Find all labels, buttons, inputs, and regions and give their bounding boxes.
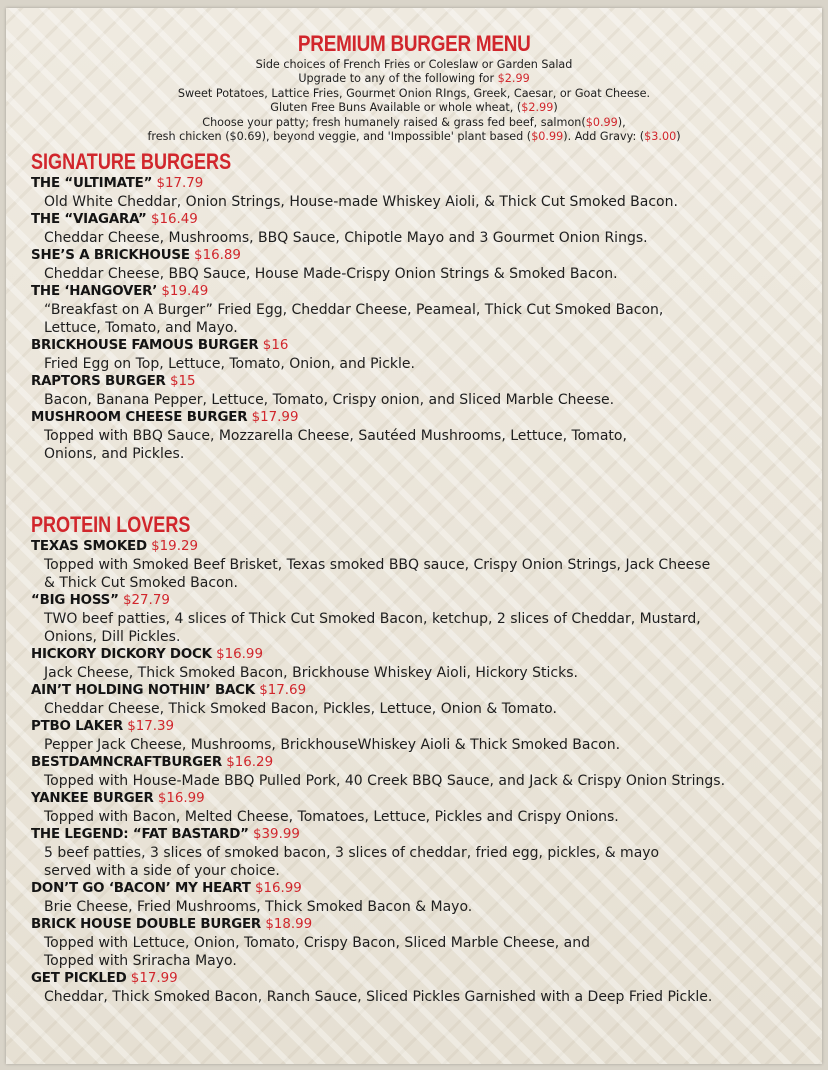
menu-item-price: $17.69 [259,683,307,698]
menu-item [31,880,811,916]
description-line: & Thick Cut Smoked Bacon. [44,575,238,591]
menu-item-description [31,700,811,718]
menu-item [31,175,811,211]
menu-item-name: BESTDAMNCRAFTBURGER [31,755,222,770]
menu-item-price: $16 [262,338,289,353]
menu-item [31,718,811,754]
menu-item-heading [31,592,811,610]
menu-item-description [31,193,811,211]
protein-lovers-list [31,538,811,1006]
description-line: served with a side of your choice. [44,863,280,879]
menu-item-name: PTBO LAKER [31,719,123,734]
menu-item-description [31,427,811,463]
menu-item-price: $17.99 [251,410,299,425]
menu-item [31,247,811,283]
description-line: TWO beef patties, 4 slices of Thick Cut Smoked Bacon, ketchup, 2 slices of Cheddar, Mustard, [44,611,701,627]
menu-item-price: $16.29 [226,755,274,770]
menu-item [31,970,811,1006]
patty-line [0,116,828,130]
gluten-free-text: Gluten Free Buns Available or whole wheat, ( [270,101,522,115]
menu-item-heading [31,880,811,898]
menu-item-name: HICKORY DICKORY DOCK [31,647,212,662]
menu-item-price: $18.99 [265,917,313,932]
patty-end: ), [617,115,626,129]
menu-item-heading [31,970,811,988]
menu-item-price: $16.99 [254,881,302,896]
menu-item-price: $19.29 [151,539,198,554]
menu-item-name: GET PICKLED [31,971,127,986]
menu-item-description [31,772,811,790]
signature-burgers-list [31,175,811,463]
menu-item-name: BRICK HOUSE DOUBLE BURGER [31,917,262,932]
patty-options-text: fresh chicken ($0.69), beyond veggie, and 'Impossible' plant based ( [147,130,532,144]
menu-item [31,592,811,646]
upgrade-line [0,72,828,86]
menu-item-description [31,355,811,373]
description-line: 5 beef patties, 3 slices of smoked bacon, 3 slices of cheddar, fried egg, pickles, & mayo [44,845,660,861]
description-line: Old White Cheddar, Onion Strings, House-made Whiskey Aioli, & Thick Cut Smoked Bacon. [44,194,678,210]
menu-item-description [31,808,811,826]
menu-item-heading [31,916,811,934]
menu-item [31,790,811,826]
menu-item [31,826,811,880]
menu-item-description [31,229,811,247]
description-line: Pepper Jack Cheese, Mushrooms, BrickhouseWhiskey Aioli & Thick Smoked Bacon. [44,737,621,753]
description-line: Topped with BBQ Sauce, Mozzarella Cheese, Sautéed Mushrooms, Lettuce, Tomato, [44,428,627,444]
gravy-text: ). Add Gravy: ( [563,130,645,144]
salmon-price: $0.99 [585,115,618,129]
menu-item [31,337,811,373]
menu-item-heading [31,211,811,229]
menu-item-name: TEXAS SMOKED [31,539,147,554]
menu-item-description [31,391,811,409]
menu-item [31,283,811,337]
description-line: Cheddar Cheese, BBQ Sauce, House Made-Crispy Onion Strings & Smoked Bacon. [44,266,618,282]
menu-item-heading [31,538,811,556]
menu-item-name: THE ‘HANGOVER’ [31,284,158,299]
menu-item-name: THE “ULTIMATE” [31,176,153,191]
menu-item-heading [31,283,811,301]
description-line: Cheddar, Thick Smoked Bacon, Ranch Sauce, Sliced Pickles Garnished with a Deep Fried Pickle. [44,989,713,1005]
patty-options-line [0,130,828,144]
gluten-free-line [0,101,828,115]
upgrade-options-line: Sweet Potatoes, Lattice Fries, Gourmet Onion RIngs, Greek, Caesar, or Goat Cheese. [177,86,651,100]
description-line: Topped with Bacon, Melted Cheese, Tomatoes, Lettuce, Pickles and Crispy Onions. [44,809,619,825]
description-line: Bacon, Banana Pepper, Lettuce, Tomato, Crispy onion, and Sliced Marble Cheese. [44,392,615,408]
menu-item-price: $17.79 [156,176,204,191]
menu-item-heading [31,790,811,808]
gluten-free-end: ) [553,101,558,115]
description-line: Brie Cheese, Fried Mushrooms, Thick Smoked Bacon & Mayo. [44,899,473,915]
menu-item-price: $16.99 [216,647,263,662]
menu-item [31,754,811,790]
gravy-price: $3.00 [644,130,677,144]
gluten-free-price: $2.99 [521,101,554,115]
menu-item-name: DON’T GO ‘BACON’ MY HEART [31,881,251,896]
menu-item-description [31,301,811,337]
menu-item-price: $17.99 [130,971,178,986]
gravy-end: ) [676,130,681,144]
menu-item-heading [31,826,811,844]
menu-item-description [31,736,811,754]
protein-lovers-title: PROTEIN LOVERS [31,512,191,537]
patty-text: Choose your patty; fresh humanely raised & grass fed beef, salmon( [202,115,586,129]
description-line: Cheddar Cheese, Thick Smoked Bacon, Pickles, Lettuce, Onion & Tomato. [44,701,557,717]
menu-item-price: $39.99 [253,827,300,842]
plant-based-price: $0.99 [531,130,564,144]
menu-item-name: THE “VIAGARA” [31,212,147,227]
menu-item-heading [31,646,811,664]
signature-burgers-title: SIGNATURE BURGERS [31,149,232,174]
menu-item-name: BRICKHOUSE FAMOUS BURGER [31,338,259,353]
menu-item-price: $16.49 [150,212,198,227]
menu-item-heading [31,247,811,265]
menu-item-price: $16.99 [157,791,205,806]
menu-item [31,538,811,592]
menu-item-heading [31,754,811,772]
menu-item-description [31,988,811,1006]
menu-item [31,682,811,718]
menu-item-price: $17.39 [127,719,175,734]
menu-item-name: AIN’T HOLDING NOTHIN’ BACK [31,683,255,698]
menu-item [31,211,811,247]
upgrade-text: Upgrade to any of the following for [298,72,498,86]
menu-item [31,409,811,463]
description-line: Topped with Lettuce, Onion, Tomato, Crispy Bacon, Sliced Marble Cheese, and [44,935,591,951]
menu-item-heading [31,175,811,193]
menu-item-description [31,610,811,646]
menu-item-name: YANKEE BURGER [31,791,154,806]
description-line: Topped with Smoked Beef Brisket, Texas smoked BBQ sauce, Crispy Onion Strings, Jack Cheese [44,557,711,573]
menu-item-price: $19.49 [161,284,209,299]
description-line: Topped with House-Made BBQ Pulled Pork, 40 Creek BBQ Sauce, and Jack & Crispy Onion Strings. [44,773,726,789]
menu-item-heading [31,373,811,391]
menu-item-heading [31,682,811,700]
description-line: Onions, Dill Pickles. [44,629,181,645]
menu-item-description [31,265,811,283]
description-line: Lettuce, Tomato, and Mayo. [44,320,238,336]
menu-item-description [31,844,811,880]
upgrade-price: $2.99 [497,72,530,86]
menu-item-description [31,556,811,592]
description-line: Fried Egg on Top, Lettuce, Tomato, Onion, and Pickle. [44,356,415,372]
menu-item-heading [31,409,811,427]
menu-item-name: MUSHROOM CHEESE BURGER [31,410,248,425]
menu-item-price: $27.79 [123,593,170,608]
menu-item-price: $16.89 [194,248,241,263]
menu-item [31,646,811,682]
menu-item-description [31,934,811,970]
menu-item-name: RAPTORS BURGER [31,374,166,389]
sides-line: Side choices of French Fries or Coleslaw or Garden Salad [255,58,573,71]
menu-title: PREMIUM BURGER MENU [297,31,531,56]
menu-item-description [31,664,811,682]
menu-header [0,30,828,144]
description-line: “Breakfast on A Burger” Fried Egg, Cheddar Cheese, Peameal, Thick Cut Smoked Bacon, [44,302,664,318]
description-line: Jack Cheese, Thick Smoked Bacon, Brickhouse Whiskey Aioli, Hickory Sticks. [44,665,578,681]
menu-item-heading [31,337,811,355]
menu-item-name: THE LEGEND: “FAT BASTARD” [31,827,249,842]
description-line: Topped with Sriracha Mayo. [44,953,237,969]
menu-item [31,373,811,409]
menu-item-name: SHE’S A BRICKHOUSE [31,248,190,263]
description-line: Cheddar Cheese, Mushrooms, BBQ Sauce, Chipotle Mayo and 3 Gourmet Onion Rings. [44,230,648,246]
menu-item-price: $15 [169,374,196,389]
description-line: Onions, and Pickles. [44,446,185,462]
menu-item [31,916,811,970]
menu-item-description [31,898,811,916]
menu-item-heading [31,718,811,736]
menu-item-name: “BIG HOSS” [31,593,119,608]
